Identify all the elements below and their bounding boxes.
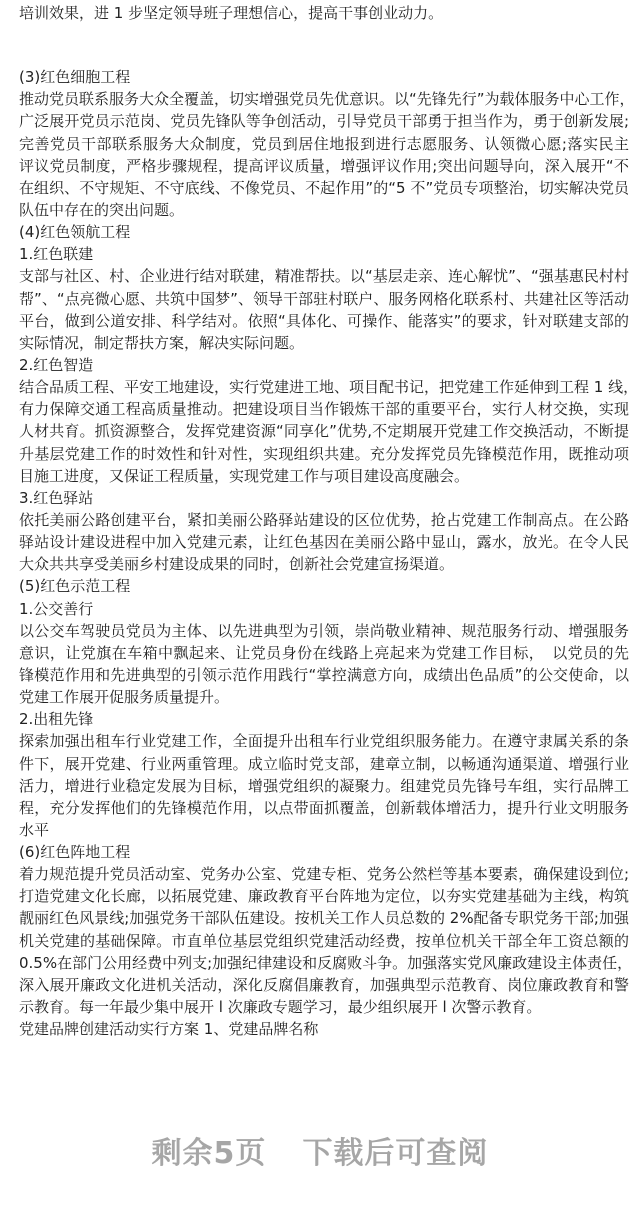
text-line: 队伍中存在的突出问题。 [19, 200, 185, 219]
text-line: (3)红色细胞工程 [19, 68, 131, 87]
text-line: 2.红色智造 [19, 355, 94, 374]
text-line: 意识，让党旗在车箱中飘起来、让党员身份在线路上亮起来为党建工作目标， 以党员的先 [19, 643, 629, 662]
paragraph [19, 88, 635, 221]
text-line: 靓丽红色风景线;加强党务干部队伍建设。按机关工作人员总数的 2%配备专职党务干部;加强 [19, 909, 629, 928]
text-line: 活力，增进行业稳定发展为目标，增强党组织的凝聚力。组建党员先锋号车组，实行品牌工 [19, 776, 629, 795]
section-heading [19, 243, 629, 265]
text-line: 升基层党建工作的时效性和针对性，实现组织共建。充分发挥党员先锋模范作用，既推动项 [19, 444, 629, 463]
section-heading [19, 708, 629, 730]
text-line: 结合品质工程、平安工地建设，实行党建进工地、项目配书记，把党建工作延伸到工程 1 线， [19, 378, 639, 397]
text-line: (4)红色领航工程 [19, 223, 131, 242]
text-line: 3.红色驿站 [19, 488, 94, 507]
text-line: 程，充分发挥他们的先锋模范作用，以点带面抓覆盖，创新载体增活力，提升行业文明服务 [19, 798, 629, 817]
text-line: 人材共育。抓资源整合，发挥党建资源“同享化”优势,不定期展开党建工作交换活动，不断提 [19, 422, 629, 441]
text-line: 实际情况，制定帮扶方案，解决实际问题。 [19, 333, 305, 352]
text-line: 打造党建文化长廊，以拓展党建、廉政教育平台阵地为定位，以夯实党建基础为主线，构筑 [19, 887, 629, 906]
text-line: 水平 [19, 820, 50, 839]
text-line: 探索加强出租车行业党建工作，全面提升出租车行业党组织服务能力。在遵守隶属关系的条 [19, 732, 629, 751]
paragraph [19, 620, 629, 709]
paragraph [19, 1018, 629, 1040]
text-line: 广泛展开党员示范岗、党员先锋队等争创活动，引导党员干部勇于担当作为，勇于创新发展; [19, 112, 629, 131]
section-heading [19, 221, 629, 243]
text-line: 完善党员干部联系服务大众制度，党员到居住地报到进行志愿服务、认领微心愿;落实民主 [19, 134, 629, 153]
text-line: 平台，做到公道安排、科学结对。依照“具体化、可操作、能落实”的要求，针对联建支部的 [19, 311, 629, 330]
text-line: 党建工作展开促服务质量提升。 [19, 688, 230, 707]
text-line: 以公交车驾驶员党员为主体、以先进典型为引领，崇尚敬业精神、规范服务行动、增强服务 [19, 621, 629, 640]
paragraph [19, 863, 633, 1018]
text-line: 目施工进度，又保证工程质量，实现党建工作与项目建设高度融会。 [19, 466, 470, 485]
download-prompt-banner[interactable] [0, 1128, 640, 1172]
section-heading [19, 66, 629, 88]
section-heading [19, 487, 629, 509]
text-line: 2.出租先锋 [19, 710, 94, 729]
text-line: 帮”、“点亮微心愿、共筑中国梦”、领导干部驻村联户、服务网格化联系村、共建社区等活动 [19, 289, 629, 308]
text-line: (5)红色示范工程 [19, 577, 131, 596]
document-body [19, 2, 639, 1040]
text-line: 推动党员联系服务大众全覆盖，切实增强党员先优意识。以“先锋先行”为载体服务中心工作， [19, 90, 635, 109]
remaining-pages-text: 剩余5页 [151, 1136, 267, 1171]
text-line: 1.红色联建 [19, 245, 94, 264]
text-line: 1.公交善行 [19, 599, 94, 618]
text-line: 评议党员制度，严格步骤规程，提高评议质量，增强评议作用;突出问题导向，深入展开“不 [19, 156, 629, 175]
text-line: 有力保障交通工程高质量推动。把建设项目当作锻炼干部的重要平台，实行人材交换，实现 [19, 400, 629, 419]
text-line: 锋模范作用和先进典型的引领示范作用践行“掌控满意方向，成绩出色品质”的公交使命，以 [19, 665, 629, 684]
download-to-view-text: 下载后可查阅 [302, 1136, 489, 1171]
text-line: (6)红色阵地工程 [19, 843, 131, 862]
section-heading [19, 354, 629, 376]
text-line: 着力规范提升党员活动室、党务办公室、党建专柜、党务公然栏等基本要素，确保建设到位; [19, 865, 629, 884]
text-line: 示教育。每一年最少集中展开 l 次廉政专题学习，最少组织展开 l 次警示教育。 [19, 998, 542, 1017]
paragraph [19, 2, 629, 24]
text-line: 在组织、不守规矩、不守底线、不像党员、不起作用”的“5 不”党员专项整治，切实解决党员 [19, 178, 629, 197]
section-heading [19, 575, 629, 597]
text-line: 培训效果，进 1 步坚定领导班子理想信心，提高干事创业动力。 [19, 4, 444, 22]
text-line: 驿站设计建设进程中加入党建元素，让红色基因在美丽公路中显山，露水，放光。在令人民 [19, 533, 629, 552]
paragraph [19, 376, 639, 487]
text-line: 大众共共享受美丽乡村建设成果的同时，创新社会党建宣扬渠道。 [19, 555, 455, 574]
paragraph [19, 265, 629, 354]
text-line: 0.5%在部门公用经费中列支;加强纪律建设和反腐败斗争。加强落实党风廉政建设主体责任， [19, 953, 633, 972]
text-line: 机关党建的基础保障。市直单位基层党组织党建活动经费，按单位机关干部全年工资总额的 [19, 931, 629, 950]
section-heading [19, 841, 629, 863]
section-heading [19, 598, 629, 620]
text-line: 党建品牌创建活动实行方案 1、党建品牌名称 [19, 1020, 319, 1039]
paragraph [19, 730, 629, 841]
text-line: 支部与社区、村、企业进行结对联建，精准帮扶。以“基层走亲、连心解忧”、“强基惠民村村 [19, 267, 629, 286]
paragraph [19, 509, 629, 575]
text-line: 件下，展开党建、行业两重管理。成立临时党支部，建章立制，以畅通沟通渠道、增强行业 [19, 754, 629, 773]
blank-spacer [19, 24, 629, 66]
text-line: 依托美丽公路创建平台，紧扣美丽公路驿站建设的区位优势，抢占党建工作制高点。在公路 [19, 510, 629, 529]
text-line: 深入展开廉政文化进机关活动，深化反腐倡廉教育，加强典型示范教育、岗位廉政教育和警 [19, 975, 629, 994]
